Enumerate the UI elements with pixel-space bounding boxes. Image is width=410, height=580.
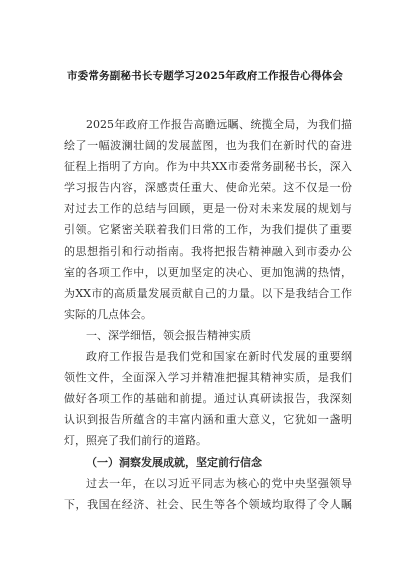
text-line: 做好各项工作的基础和前提。通过认真研读报告，我深刻	[64, 392, 352, 406]
paragraph-3	[64, 473, 352, 515]
text-line: 对过去工作的总结与回顾，更是一份对未来发展的规划与	[64, 202, 352, 216]
text-line: 为XX市的高质量发展贡献自己的力量。以下是我结合工作	[64, 286, 352, 300]
text-line: 过去一年，在以习近平同志为核心的党中央坚强领导	[86, 476, 352, 490]
text-line: 征程上指明了方向。作为中共XX市委常务副秘书长，深入	[64, 160, 352, 174]
text-line: 灯，照亮了我们前行的道路。	[64, 434, 207, 448]
paragraph-1	[64, 114, 352, 325]
text-line: 实际的几点体会。	[64, 307, 152, 321]
text-line: 领性文件，全面深入学习并精准把握其精神实质，是我们	[64, 371, 352, 385]
subsection-heading: （一）洞察发展成就，坚定前行信念	[86, 455, 262, 469]
paragraph-2	[64, 346, 352, 451]
text-line: 的思想指引和行动指南。我将把报告精神融入到市委办公	[64, 244, 352, 258]
text-line: 下，我国在经济、社会、民生等各个领域均取得了令人瞩	[64, 497, 352, 511]
document-body	[64, 114, 352, 515]
document-title: 市委常务副秘书长专题学习2025年政府工作报告心得体会	[66, 70, 344, 82]
text-line: 学习报告内容，深感责任重大、使命光荣。这不仅是一份	[64, 181, 352, 195]
section-heading: 一、深学细悟，领会报告精神实质	[86, 328, 251, 342]
text-line: 绘了一幅波澜壮阔的发展蓝图，也为我们在新时代的奋进	[64, 139, 352, 153]
text-line: 2025年政府工作报告高瞻远瞩、统揽全局，为我们描	[86, 118, 352, 131]
text-line: 引领。它紧密关联着我们日常的工作，为我们提供了重要	[64, 223, 352, 237]
text-line: 认识到报告所蕴含的丰富内涵和重大意义，它犹如一盏明	[64, 413, 352, 427]
text-line: 室的各项工作中，以更加坚定的决心、更加饱满的热情，	[64, 265, 352, 279]
text-line: 政府工作报告是我们党和国家在新时代发展的重要纲	[86, 350, 352, 364]
